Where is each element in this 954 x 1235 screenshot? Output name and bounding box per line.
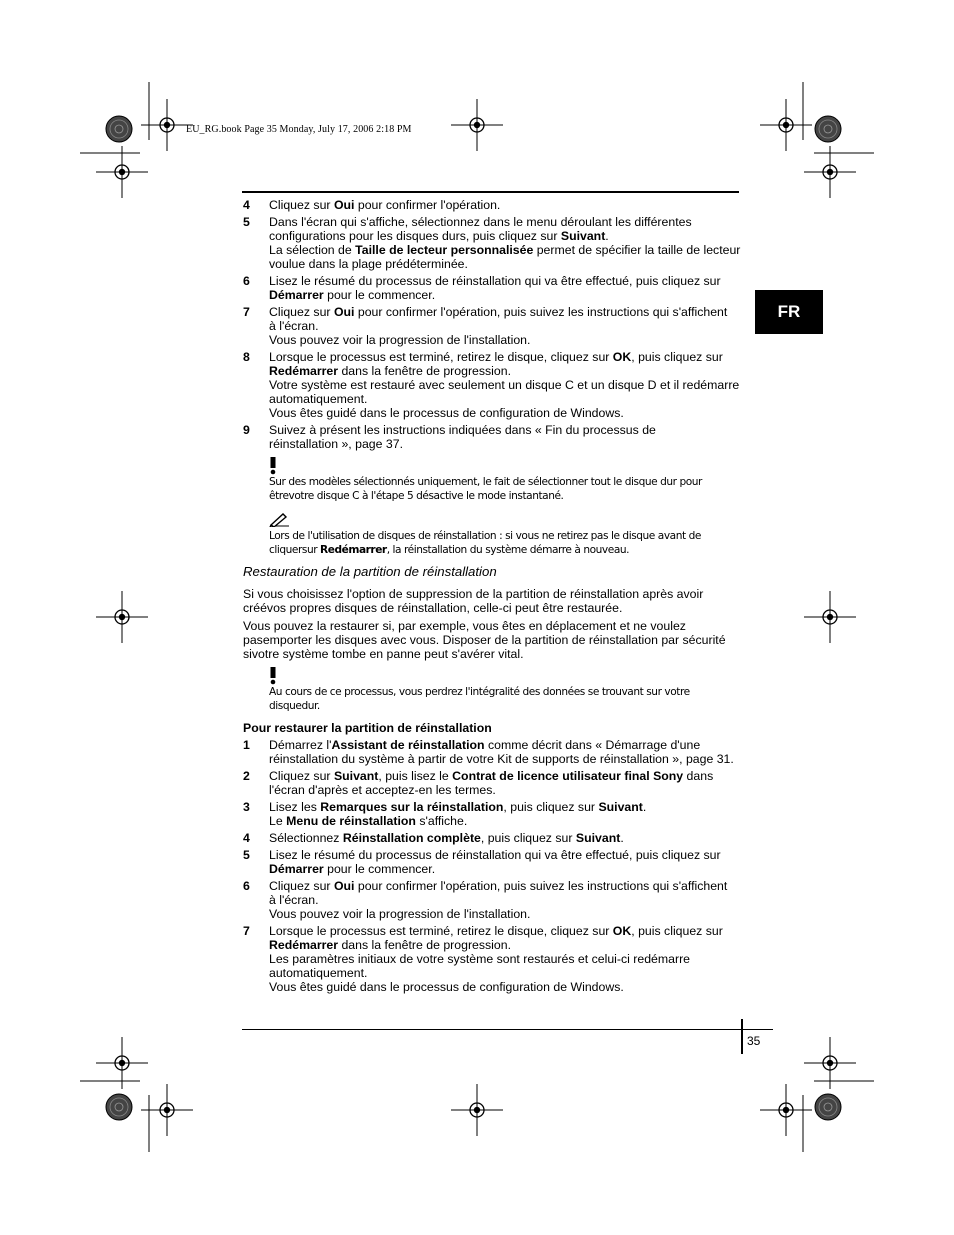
bold-term: Suivant xyxy=(333,769,379,783)
text-run: . xyxy=(620,831,624,845)
text-run: automatiquement. xyxy=(269,966,368,980)
bold-term: Redémarrer xyxy=(269,364,339,378)
text-line xyxy=(269,215,743,229)
text-line xyxy=(289,490,564,502)
step-item xyxy=(243,831,743,845)
bold-term: Suivant xyxy=(575,831,621,845)
language-tab: FR xyxy=(755,290,823,334)
text-line xyxy=(269,392,743,406)
text-line xyxy=(252,647,524,661)
text-line xyxy=(269,938,743,952)
text-run: Cliquez sur xyxy=(269,769,334,783)
text-line xyxy=(269,814,743,828)
text-run: Lors de l'utilisation de disques de réinstallation : si vous ne retirez pas le disque avant de cliquer xyxy=(269,530,701,556)
step-number: 2 xyxy=(243,769,250,783)
text-run: votre disque C à l'étape 5 désactive le mode instantané. xyxy=(288,490,564,502)
text-run: l'écran d'après et acceptez-en les termes. xyxy=(269,783,496,797)
printer-header: EU_RG.book Page 35 Monday, July 17, 2006 2:18 PM xyxy=(186,124,412,135)
tip-note xyxy=(243,511,743,557)
bold-term: OK xyxy=(612,924,632,938)
section-title: Restauration de la partition de réinstallation xyxy=(243,564,497,579)
step-item xyxy=(243,924,743,994)
step-number: 8 xyxy=(243,350,250,364)
text-line xyxy=(269,319,743,333)
paragraph xyxy=(243,619,743,661)
text-line xyxy=(302,544,629,556)
step-number: 1 xyxy=(243,738,250,752)
text-run: Démarrez l' xyxy=(269,738,332,752)
warning-icon xyxy=(269,457,743,475)
text-run: dans la fenêtre de progression. xyxy=(338,364,511,378)
steps-list-a xyxy=(243,198,743,451)
bold-term: Taille de lecteur personnalisée xyxy=(355,243,534,257)
bold-term: Démarrer xyxy=(269,862,324,876)
step-item xyxy=(243,274,743,302)
paragraph xyxy=(243,587,743,615)
text-run: Dans l'écran qui s'affiche, sélectionnez dans le menu déroulant les différentes xyxy=(269,215,692,229)
text-run: Au cours de ce processus, vous perdrez l'intégralité des données se trouvant sur votre disque xyxy=(269,686,690,712)
text-run: à l'écran. xyxy=(269,893,319,907)
bold-term: OK xyxy=(612,350,632,364)
text-line xyxy=(301,700,319,712)
text-run: Suivez à présent les instructions indiquées dans « Fin du processus de xyxy=(269,423,656,437)
text-line xyxy=(269,783,743,797)
step-item xyxy=(243,423,743,451)
text-run: comme décrit dans « Démarrage d'une xyxy=(484,738,701,752)
text-run: Cliquez sur xyxy=(269,198,334,212)
text-run: , puis cliquez sur xyxy=(480,831,576,845)
text-run: s'affiche. xyxy=(415,814,468,828)
text-line xyxy=(269,333,743,347)
text-line xyxy=(269,924,743,938)
text-run: emporter les disques avec vous. Disposer de la partition de réinstallation par sécurité si xyxy=(243,633,726,661)
bold-term: Réinstallation complète xyxy=(342,831,481,845)
text-line xyxy=(269,350,743,364)
text-run: dans xyxy=(683,769,714,783)
step-number: 3 xyxy=(243,800,250,814)
text-run: La sélection de xyxy=(269,243,356,257)
text-line xyxy=(269,893,743,907)
text-run: vos propres disques de réinstallation, celle-ci peut être restaurée. xyxy=(266,601,623,615)
text-run: pour confirmer l'opération. xyxy=(354,198,501,212)
text-line xyxy=(269,406,743,420)
text-line xyxy=(269,288,743,302)
step-number: 7 xyxy=(243,305,250,319)
step-item xyxy=(243,350,743,420)
step-item xyxy=(243,879,743,921)
text-run: Sur des modèles sélectionnés uniquement, le fait de sélectionner tout le disque dur pour être xyxy=(269,476,702,502)
text-run: dur. xyxy=(301,700,320,712)
procedure-heading: Pour restaurer la partition de réinstallation xyxy=(243,721,492,735)
text-line xyxy=(269,800,743,814)
step-item xyxy=(243,800,743,828)
steps-list-b xyxy=(243,738,743,994)
text-line xyxy=(269,907,743,921)
text-line xyxy=(269,423,743,437)
text-run: configurations pour les disques durs, puis cliquez sur xyxy=(269,229,561,243)
text-run: Lisez les xyxy=(269,800,321,814)
text-run: Lorsque le processus est terminé, retirez le disque, cliquez sur xyxy=(269,350,613,364)
text-run: à l'écran. xyxy=(269,319,319,333)
text-line xyxy=(269,769,743,783)
warning-note xyxy=(243,457,743,503)
top-rule xyxy=(242,191,739,193)
text-run: pour confirmer l'opération, puis suivez les instructions qui s'affichent xyxy=(354,879,728,893)
step-item xyxy=(243,305,743,347)
step-number: 9 xyxy=(243,423,250,437)
text-run: Votre système est restauré avec seulement un disque C et un disque D et il redémarre xyxy=(269,378,740,392)
text-run: Cliquez sur xyxy=(269,305,334,319)
text-run: , la réinstallation du système démarre à nouveau. xyxy=(386,544,630,556)
text-line xyxy=(269,198,743,212)
page-content xyxy=(243,198,743,997)
text-run: pour confirmer l'opération, puis suivez les instructions qui s'affichent xyxy=(354,305,728,319)
text-line xyxy=(269,752,743,766)
step-number: 4 xyxy=(243,831,250,845)
text-run: sur xyxy=(301,544,321,556)
text-line xyxy=(269,305,743,319)
text-run: Les paramètres initiaux de votre système sont restaurés et celui-ci redémarre xyxy=(269,952,691,966)
text-run: , puis lisez le xyxy=(378,769,453,783)
step-item xyxy=(243,738,743,766)
bold-term: Démarrer xyxy=(269,288,324,302)
text-run: Vous pouvez voir la progression de l'installation. xyxy=(269,907,531,921)
step-number: 5 xyxy=(243,215,250,229)
text-line xyxy=(269,274,743,288)
bold-term: Assistant de réinstallation xyxy=(331,738,485,752)
warning-note-text xyxy=(269,475,743,503)
text-run: Sélectionnez xyxy=(269,831,343,845)
text-run: Lisez le résumé du processus de réinstallation qui va être effectué, puis cliquez sur xyxy=(269,274,721,288)
step-number: 4 xyxy=(243,198,250,212)
text-run: pour le commencer. xyxy=(323,862,436,876)
bold-term: Oui xyxy=(333,305,355,319)
text-line xyxy=(269,966,743,980)
bold-term: Redémarrer xyxy=(269,938,339,952)
warning-note-text xyxy=(269,685,743,713)
text-run: , puis cliquez sur xyxy=(631,350,723,364)
text-run: . xyxy=(642,800,647,814)
step-number: 6 xyxy=(243,274,250,288)
pencil-note-icon xyxy=(269,511,743,529)
text-run: Vous êtes guidé dans le processus de configuration de Windows. xyxy=(269,406,624,420)
text-line xyxy=(269,243,743,257)
text-run: automatiquement. xyxy=(269,392,368,406)
warning-icon xyxy=(269,667,743,685)
step-item xyxy=(243,198,743,212)
bold-term: Oui xyxy=(333,879,355,893)
text-run: Vous êtes guidé dans le processus de configuration de Windows. xyxy=(269,980,624,994)
tip-note-text xyxy=(269,529,743,557)
warning-note xyxy=(243,667,743,713)
text-line xyxy=(269,862,743,876)
text-run: Le xyxy=(269,814,287,828)
step-item xyxy=(243,769,743,797)
text-line xyxy=(269,378,743,392)
text-line xyxy=(269,980,743,994)
text-line xyxy=(269,831,743,845)
text-run: permet de spécifier la taille de lecteur xyxy=(533,243,741,257)
text-run: pour le commencer. xyxy=(323,288,436,302)
text-run: Si vous choisissez l'option de suppression de la partition de réinstallation après avoir créé xyxy=(243,587,704,615)
bold-term: Suivant xyxy=(560,229,606,243)
bold-term: Suivant xyxy=(598,800,643,814)
text-line xyxy=(269,879,743,893)
step-number: 5 xyxy=(243,848,250,862)
bold-term: Remarques sur la réinstallation xyxy=(320,800,504,814)
text-line xyxy=(269,437,743,451)
text-run: votre système tombe en panne peut s'avérer vital. xyxy=(251,647,524,661)
text-line xyxy=(269,364,743,378)
text-run: Vous pouvez voir la progression de l'installation. xyxy=(269,333,531,347)
bold-term: Redémarrer xyxy=(320,544,387,556)
text-run: réinstallation du système à partir de votre Kit de supports de réinstallation », page 31. xyxy=(269,752,734,766)
bold-term: Menu de réinstallation xyxy=(286,814,416,828)
bottom-rule xyxy=(242,1029,773,1030)
text-run: dans la fenêtre de progression. xyxy=(338,938,511,952)
text-run: Lisez le résumé du processus de réinstallation qui va être effectué, puis cliquez sur xyxy=(269,848,721,862)
text-run: , puis cliquez sur xyxy=(631,924,723,938)
bold-term: Contrat de licence utilisateur final Sony xyxy=(452,769,684,783)
bold-term: Oui xyxy=(333,198,355,212)
text-run: . xyxy=(605,229,609,243)
text-line xyxy=(269,686,690,712)
step-item xyxy=(243,215,743,271)
step-number: 6 xyxy=(243,879,250,893)
text-run: , puis cliquez sur xyxy=(503,800,599,814)
step-item xyxy=(243,848,743,876)
text-run: Vous pouvez la restaurer si, par exemple, vous êtes en déplacement et ne voulez pas xyxy=(243,619,686,647)
page-number-divider xyxy=(741,1019,743,1054)
text-line xyxy=(269,848,743,862)
text-line xyxy=(267,601,622,615)
step-number: 7 xyxy=(243,924,250,938)
section-paragraphs xyxy=(243,587,743,661)
text-run: voulue dans la plage prédéterminée. xyxy=(269,257,468,271)
text-line xyxy=(269,738,743,752)
text-line xyxy=(269,229,743,243)
text-run: Cliquez sur xyxy=(269,879,334,893)
text-line xyxy=(269,257,743,271)
page-number: 35 xyxy=(747,1034,761,1048)
text-run: réinstallation », page 37. xyxy=(269,437,403,451)
text-line xyxy=(269,952,743,966)
text-run: Lorsque le processus est terminé, retirez le disque, cliquez sur xyxy=(269,924,613,938)
